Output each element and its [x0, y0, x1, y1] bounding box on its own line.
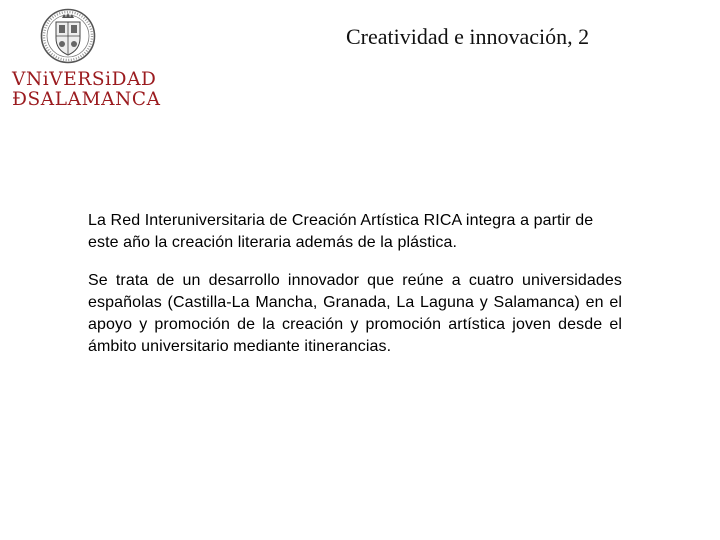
paragraph-intro: La Red Interuniversitaria de Creación Artística RICA integra a partir de este año la creación literaria además de la plástica.: [88, 212, 594, 251]
slide-body: [88, 210, 622, 358]
paragraph-details: Se trata de un desarrollo innovador que reúne a cuatro universidades españolas (Castilla-La Mancha, Granada, La Laguna y Salamanca) en el apoyo y promoción de la creación y promoción artística joven desde el ámbito universitario mediante itinerancias.: [88, 272, 622, 355]
logo-text-line1: VNiVERSiDAD: [12, 69, 157, 90]
slide-title: Creatividad e innovación, 2: [346, 24, 590, 49]
university-seal-icon: [40, 8, 96, 64]
logo-text-line2: ÐSALAMANCA: [12, 89, 161, 110]
